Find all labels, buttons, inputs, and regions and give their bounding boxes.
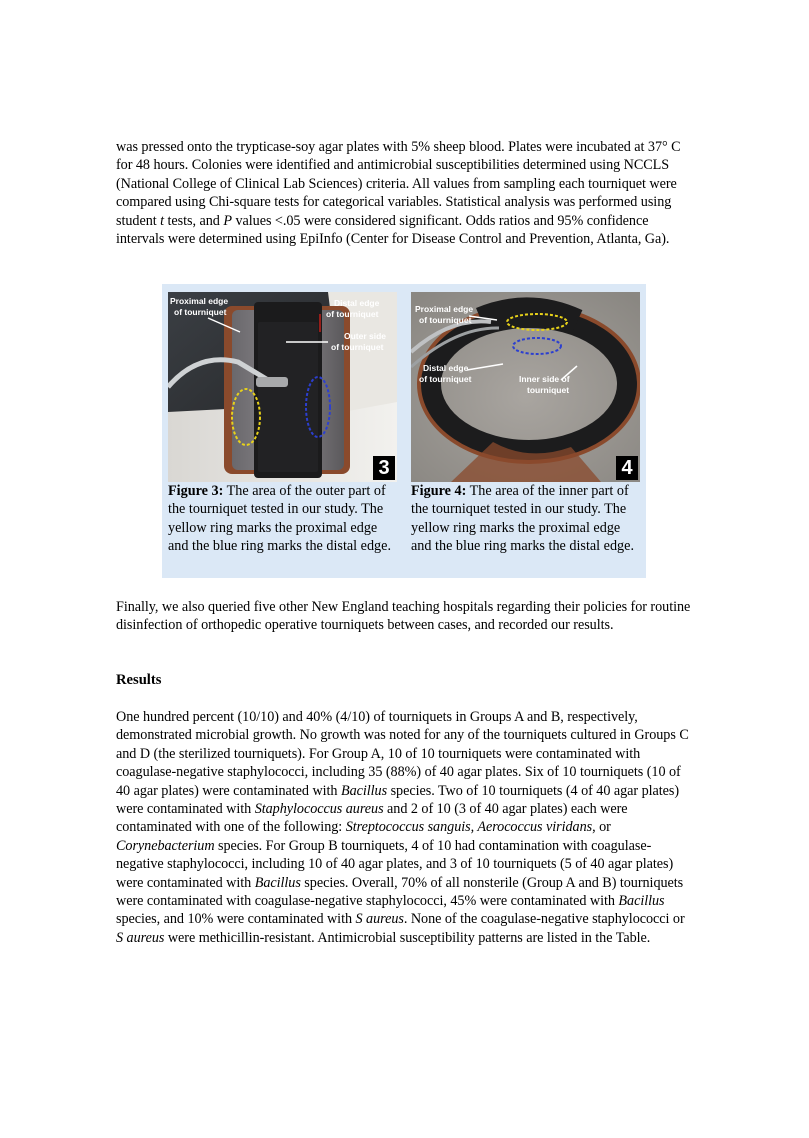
fig4-inner-label-1: Inner side of xyxy=(519,374,570,384)
italic-run: Bacillus xyxy=(254,874,301,891)
text-run: was pressed onto the trypticase-soy agar plates with 5% sheep blood. Plates were incubated at 37° C for 48 hours. Colonies were identified and antimicrobial susceptibilities determined using NCCLS (National College of Clinical Lab Sciences) criteria. All values from sampling each tourniquet were compared using Chi-square tests for categorical variables. Statistical analysis was performed using student xyxy=(116,139,681,229)
fig4-distal-label-1: Distal edge xyxy=(423,363,469,373)
text-run: species. Overall, 70% of all nonsterile (Group A and B) tourniquets were contaminated with coagulase-negative staphylococci, 45% were contaminated with xyxy=(116,874,684,910)
text-run: . None of the coagulase-negative staphylococci or xyxy=(403,911,685,928)
results-paragraph xyxy=(116,708,691,947)
italic-run: S aureus xyxy=(116,929,165,946)
figure-4-number: 4 xyxy=(616,456,638,480)
figure-3-caption xyxy=(168,482,400,555)
figure-3-photo xyxy=(168,292,397,482)
results-heading: Results xyxy=(116,672,162,688)
text-run: Finally, we also queried five other New England teaching hospitals regarding their policies for routine disinfection of orthopedic operative tourniquets between cases, and recorded our results. xyxy=(116,599,691,634)
fig3-distal-label-2: of tourniquet xyxy=(326,309,379,319)
text-run: were methicillin-resistant. Antimicrobial susceptibility patterns are listed in the Table. xyxy=(164,929,651,946)
fig3-proximal-label-1: Proximal edge xyxy=(170,296,229,306)
italic-run: Staphylococcus aureus xyxy=(254,801,384,818)
fig3-proximal-label-2: of tourniquet xyxy=(174,307,227,317)
figure-4-caption-text: The area of the inner part of the tourniquet tested in our study. The yellow ring marks the proximal edge and the blue ring marks the distal edge. xyxy=(411,483,634,554)
italic-run: Corynebacterium xyxy=(116,837,215,854)
italic-run: Bacillus xyxy=(618,893,665,910)
figure-4-image xyxy=(411,292,640,482)
figure-3-number: 3 xyxy=(373,456,395,480)
figure-3-caption-label: Figure 3: xyxy=(168,483,224,499)
fig3-outer-label-1: Outer side xyxy=(344,331,387,341)
fig4-distal-label-2: of tourniquet xyxy=(419,374,472,384)
figure-4-caption-label: Figure 4: xyxy=(411,483,467,499)
text-run: values <.05 were considered significant. Odds ratios and 95% confidence intervals were determined using EpiInfo (Center for Disease Control and Prevention, Atlanta, Ga). xyxy=(116,212,670,248)
text-run: , or xyxy=(592,819,611,836)
italic-run: Bacillus xyxy=(340,782,388,799)
text-run: species. Two of 10 tourniquets (4 of 40 agar plates) were contaminated with xyxy=(116,782,680,818)
figure-panel xyxy=(162,284,646,578)
fig4-inner-label-2: tourniquet xyxy=(527,385,570,395)
figure-4-photo xyxy=(411,292,640,482)
text-run: tests, and xyxy=(164,212,224,229)
figure-3-caption-text: The area of the outer part of the tourniquet tested in our study. The yellow ring marks the proximal edge and the blue ring marks the distal edge. xyxy=(168,483,391,554)
text-run: One hundred percent (10/10) and 40% (4/10) of tourniquets in Groups A and B, respectively, demonstrated microbial growth. No growth was noted for any of the tourniquets cultured in Groups C and D (the sterilized tourniquets). For Group A, 10 of 10 tourniquets were contaminated with coagulase-negative staphylococci, including 35 (88%) of 40 agar plates. Six of 10 tourniquets (10 of 40 agar plates) were contaminated with xyxy=(116,709,689,799)
figure-3-image xyxy=(168,292,397,482)
italic-run: S aureus xyxy=(355,911,404,928)
italic-run: Streptococcus sanguis, Aerococcus viridans xyxy=(345,819,593,836)
fig3-distal-label-1: Distal edge xyxy=(334,298,380,308)
text-run: species. For Group B tourniquets, 4 of 10 had contamination with coagulase-negative staphylococci, including 10 of 40 agar plates, and 3 of 10 tourniquets (5 of 40 agar plates) were contaminated with xyxy=(116,837,674,891)
figure-4-caption xyxy=(411,482,643,555)
methods-paragraph xyxy=(116,138,691,248)
text-run: and 2 of 10 (3 of 40 agar plates) each were contaminated with one of the following: xyxy=(116,801,628,836)
text-run: species, and 10% were contaminated with xyxy=(116,911,356,928)
fig4-proximal-label-1: Proximal edge xyxy=(415,304,474,314)
italic-run: t xyxy=(160,212,165,229)
fig3-outer-label-2: of tourniquet xyxy=(331,342,384,352)
fig4-proximal-label-2: of tourniquet xyxy=(419,315,472,325)
italic-run: P xyxy=(223,212,232,229)
survey-paragraph xyxy=(116,598,691,635)
